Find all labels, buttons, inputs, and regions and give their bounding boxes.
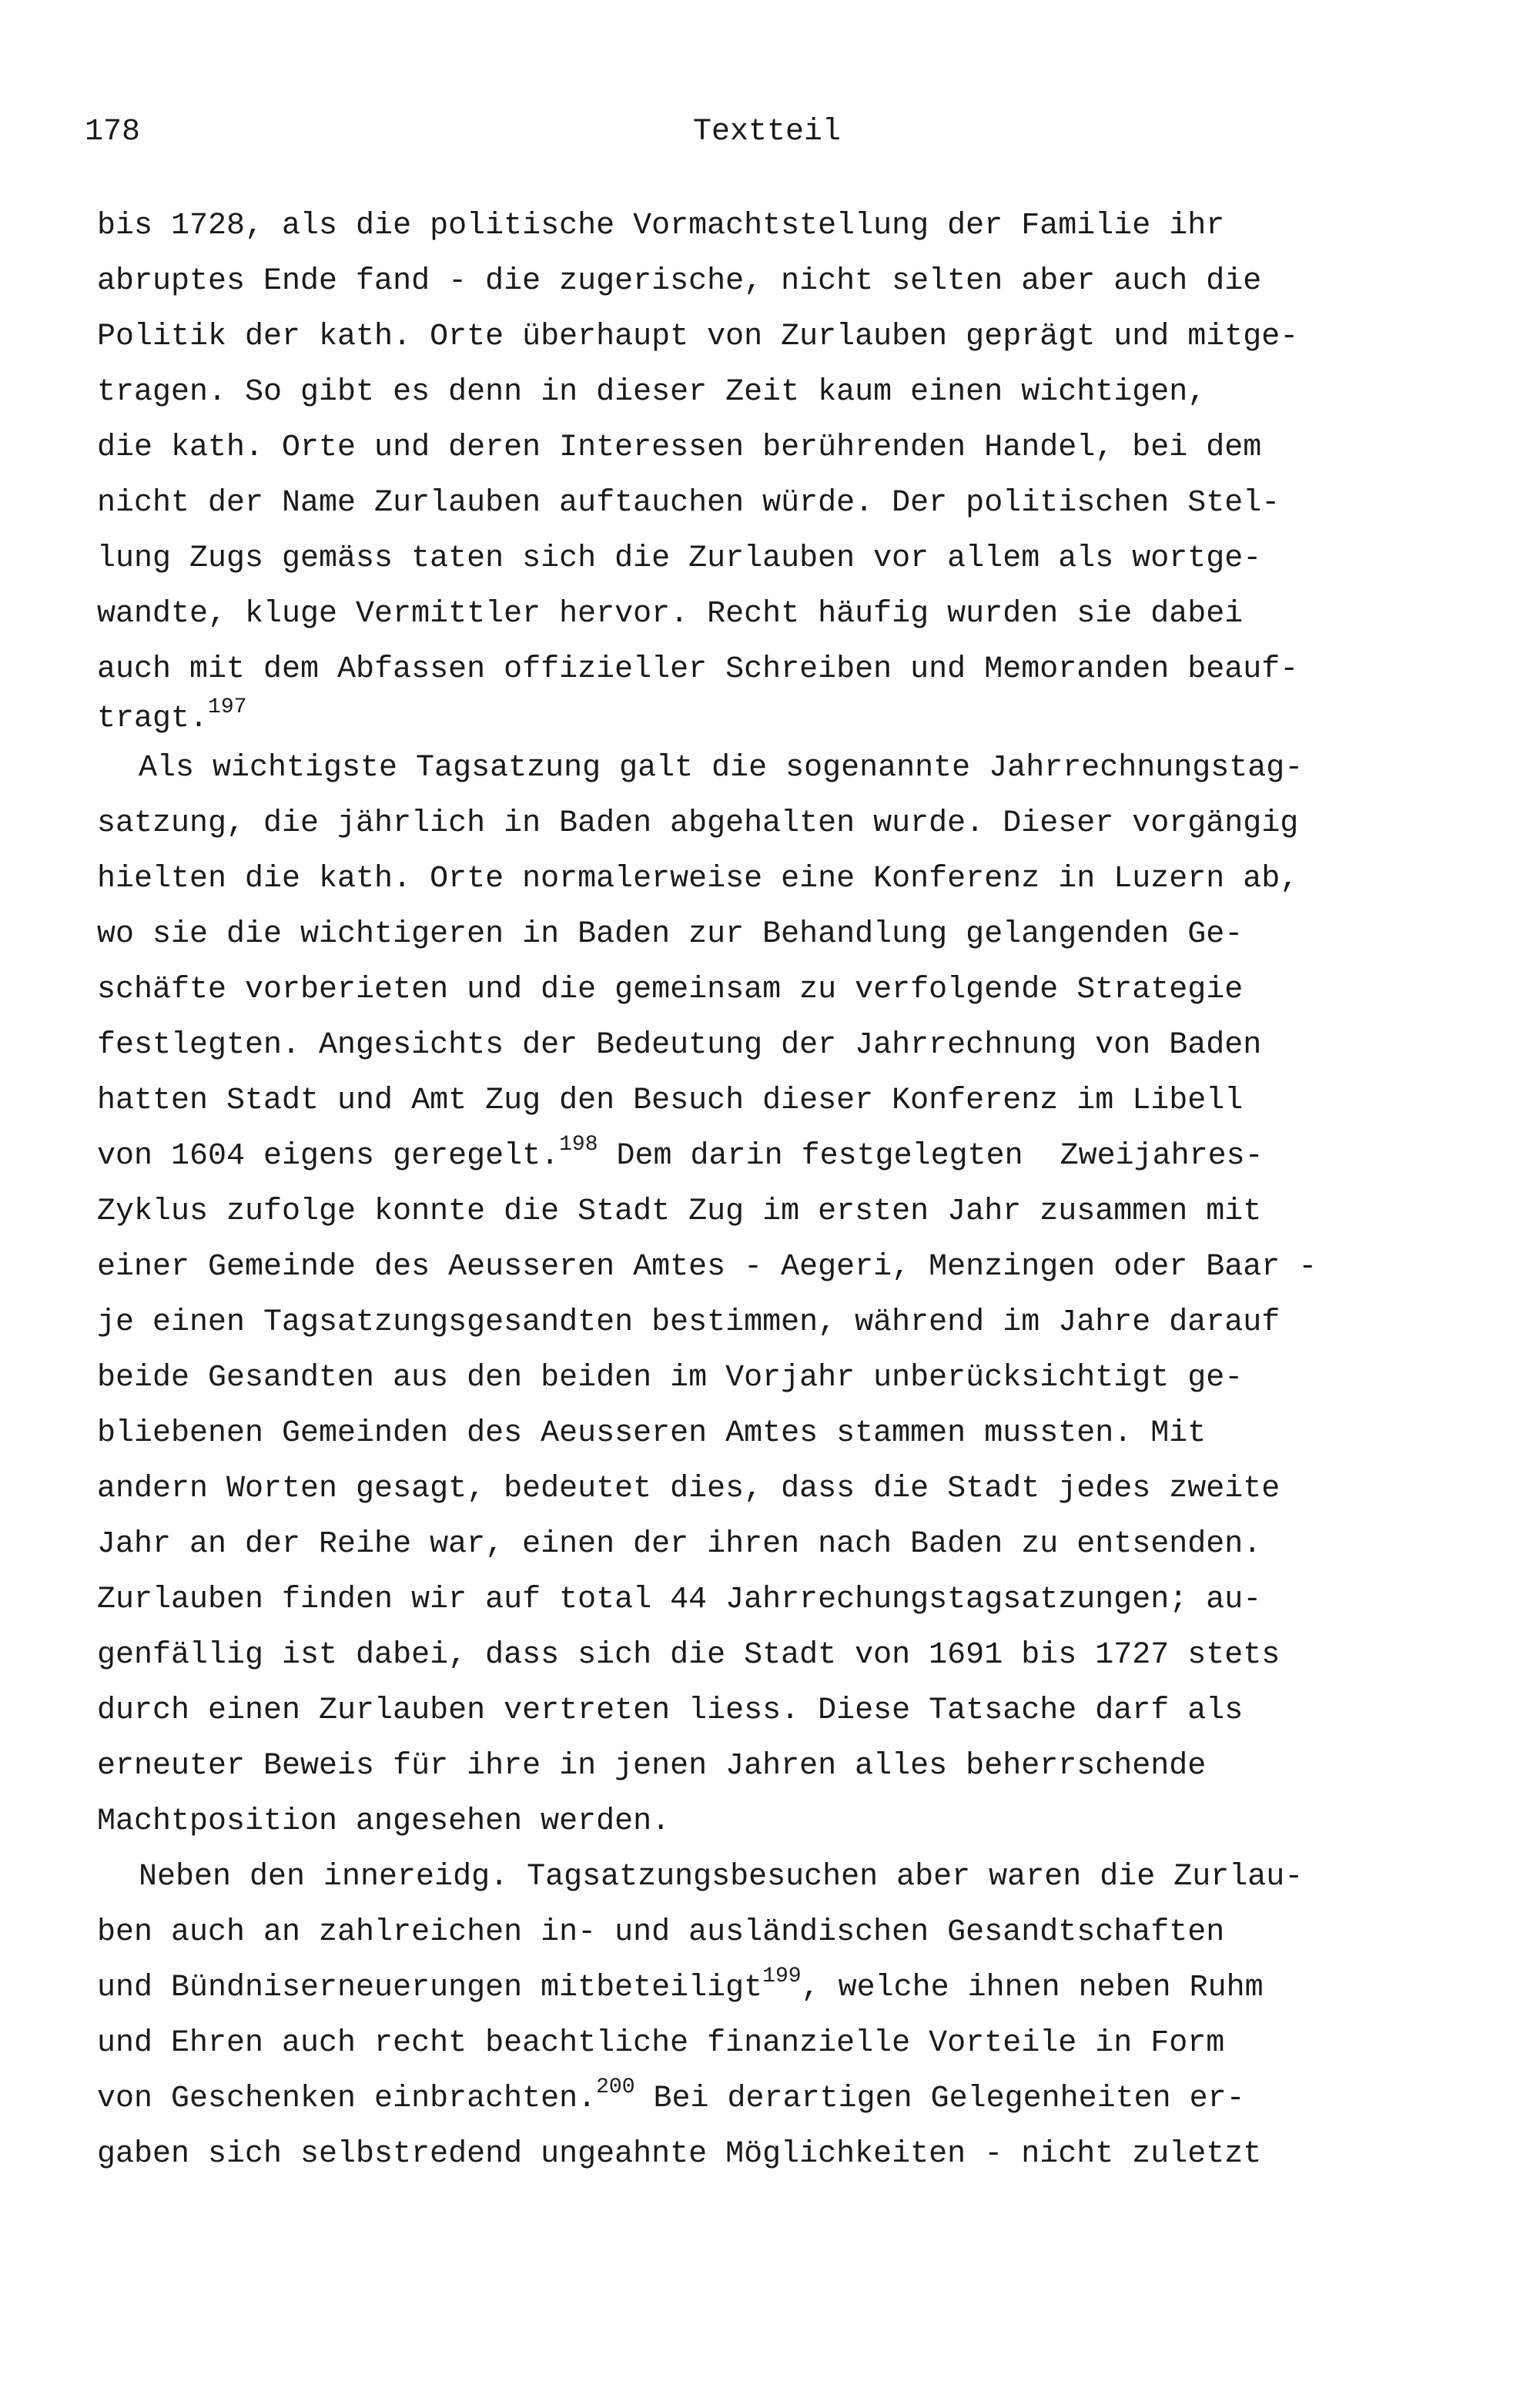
text-line: Zyklus zufolge konnte die Stadt Zug im ersten Jahr zusammen mit [97,1194,1262,1229]
text-line: hielten die kath. Orte normalerweise eine Konferenz in Luzern ab, [97,862,1299,896]
text-line: auch mit dem Abfassen offizieller Schreiben und Memoranden beauf- [97,652,1299,687]
text-line: abruptes Ende fand - die zugerische, nicht selten aber auch die [97,264,1262,299]
paragraph-1 [97,199,1483,741]
text-line: nicht der Name Zurlauben auftauchen würde. Der politischen Stel- [97,486,1281,521]
paragraph-2 [97,741,1483,1850]
text-line: genfällig ist dabei, dass sich die Stadt von 1691 bis 1727 stets [97,1638,1281,1673]
text-line: wandte, kluge Vermittler hervor. Recht häufig wurden sie dabei [97,597,1244,631]
footnote-marker: 200 [596,2075,635,2099]
text-line: einer Gemeinde des Aeusseren Amtes - Aegeri, Menzingen oder Baar - [97,1250,1317,1285]
text-line: beide Gesandten aus den beiden im Vorjahr unberücksichtigt ge- [97,1361,1244,1395]
text-line: ben auch an zahlreichen in- und ausländischen Gesandtschaften [97,1915,1225,1950]
footnote-marker: 199 [762,1965,802,1988]
text-fragment: , welche ihnen neben Ruhm [801,1971,1264,2005]
text-line [97,1129,1483,1184]
text-fragment: und Bündniserneuerungen mitbeteiligt [97,1971,763,2005]
text-line: festlegten. Angesichts der Bedeutung der Jahrrechnung von Baden [97,1028,1262,1063]
page-number: 178 [85,115,141,149]
page-header [85,109,1471,156]
text-line: bliebenen Gemeinden des Aeusseren Amtes stammen mussten. Mit [97,1416,1207,1451]
body-text [97,199,1483,2182]
text-line [97,2072,1483,2127]
text-line: satzung, die jährlich in Baden abgehalten wurde. Dieser vorgängig [97,806,1299,841]
footnote-marker: 198 [559,1133,598,1157]
text-fragment: tragt. [97,702,209,736]
text-line: wo sie die wichtigeren in Baden zur Behandlung gelangenden Ge- [97,917,1244,952]
text-line: Politik der kath. Orte überhaupt von Zurlauben geprägt und mitge- [97,320,1299,354]
paragraph-3 [97,1850,1483,2182]
text-line: Zurlauben finden wir auf total 44 Jahrrechungstagsatzungen; au- [97,1583,1262,1617]
text-line: je einen Tagsatzungsgesandten bestimmen, während im Jahre darauf [97,1305,1281,1340]
text-line: tragen. So gibt es denn in dieser Zeit kaum einen wichtigen, [97,375,1207,410]
text-fragment: Dem darin festgelegten Zweijahres- [598,1139,1264,1174]
text-line: Machtposition angesehen werden. [97,1804,671,1839]
text-line: gaben sich selbstredend ungeahnte Möglichkeiten - nicht zuletzt [97,2137,1262,2172]
text-line: schäfte vorberieten und die gemeinsam zu verfolgende Strategie [97,973,1244,1007]
text-line: die kath. Orte und deren Interessen berührenden Handel, bei dem [97,430,1262,465]
text-line [97,695,1483,741]
text-line: durch einen Zurlauben vertreten liess. Diese Tatsache darf als [97,1693,1244,1728]
text-fragment: von 1604 eigens geregelt. [97,1139,560,1174]
text-fragment: Bei derartigen Gelegenheiten er- [634,2082,1245,2116]
footnote-marker: 197 [208,695,247,719]
text-line: andern Worten gesagt, bedeutet dies, dass die Stadt jedes zweite [97,1472,1281,1506]
text-line: Neben den innereidg. Tagsatzungsbesuchen aber waren die Zurlau- [139,1860,1304,1894]
text-line: und Ehren auch recht beachtliche finanzielle Vorteile in Form [97,2026,1225,2061]
text-line: bis 1728, als die politische Vormachtstellung der Familie ihr [97,209,1225,243]
text-fragment: von Geschenken einbrachten. [97,2082,597,2116]
text-line: hatten Stadt und Amt Zug den Besuch dieser Konferenz im Libell [97,1084,1244,1118]
text-line: Als wichtigste Tagsatzung galt die sogenannte Jahrrechnungstag- [139,751,1304,785]
text-line: lung Zugs gemäss taten sich die Zurlauben vor allem als wortge- [97,541,1262,576]
text-line: erneuter Beweis für ihre in jenen Jahren alles beherrschende [97,1749,1207,1784]
text-line [97,1961,1483,2016]
text-line: Jahr an der Reihe war, einen der ihren nach Baden zu entsenden. [97,1527,1262,1562]
running-title: Textteil [693,115,842,149]
